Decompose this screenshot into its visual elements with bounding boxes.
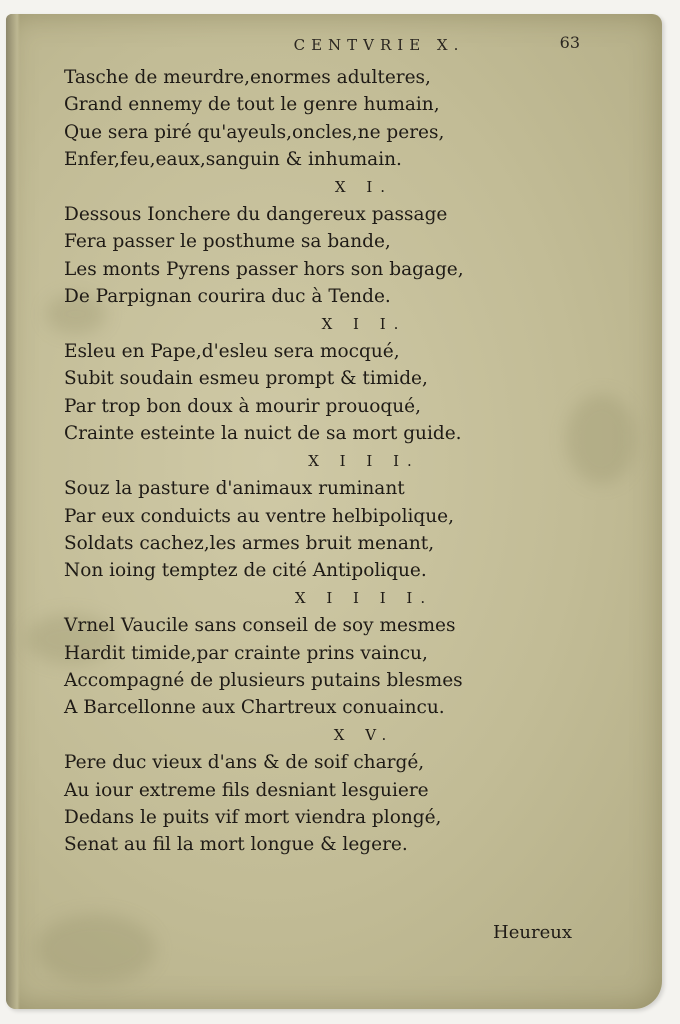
verse-line: Grand ennemy de tout le genre humain, — [64, 94, 440, 116]
verse-line: Soldats cachez,les armes bruit menant, — [64, 532, 435, 554]
page-number: 63 — [559, 33, 580, 52]
verse-line: Crainte esteinte la nuict de sa mort guide. — [64, 423, 462, 445]
verse-line: Fera passer le posthume sa bande, — [64, 231, 391, 253]
quatrain — [64, 64, 624, 174]
quatrain-number: X I. — [334, 177, 394, 196]
verse-line: Senat au fil la mort longue & legere. — [64, 834, 408, 856]
verse-line: Esleu en Pape,d'esleu sera mocqué, — [64, 341, 400, 363]
quatrain — [64, 448, 624, 585]
quatrain — [64, 174, 624, 311]
verse-line: Que sera piré qu'ayeuls,oncles,ne peres, — [64, 121, 445, 143]
verse-line: Les monts Pyrens passer hors son bagage, — [64, 258, 464, 280]
book-page — [6, 14, 662, 1009]
quatrain — [64, 722, 624, 859]
running-header — [6, 33, 662, 54]
verse-line: Dessous Ionchere du dangereux passage — [64, 204, 448, 226]
verse-line: Hardit timide,par crainte prins vaincu, — [64, 642, 428, 664]
quatrain-number: X I I. — [321, 314, 407, 333]
verse-line: De Parpignan courira duc à Tende. — [64, 286, 391, 308]
quatrain-number: X I I I. — [308, 451, 420, 470]
paper-stain — [36, 914, 156, 984]
verse-line: Au iour extreme fils desniant lesguiere — [64, 779, 429, 801]
verse-line: Souz la pasture d'animaux ruminant — [64, 478, 405, 500]
verse-line: Subit soudain esmeu prompt & timide, — [64, 368, 428, 390]
verse-line: Non ioing temptez de cité Antipolique. — [64, 560, 427, 582]
verse-line: Enfer,feu,eaux,sanguin & inhumain. — [64, 149, 402, 171]
verse-line: Tasche de meurdre,enormes adulteres, — [64, 67, 431, 88]
verse-line: Pere duc vieux d'ans & de soif chargé, — [64, 752, 425, 774]
quatrain — [64, 585, 624, 722]
quatrain-number: X V. — [333, 725, 395, 744]
verse-line: Accompagné de plusieurs putains blesmes — [64, 669, 463, 691]
verse-line: Dedans le puits vif mort viendra plongé, — [64, 806, 442, 828]
verse-line: Vrnel Vaucile sans conseil de soy mesmes — [64, 615, 456, 637]
quatrain — [64, 311, 624, 448]
catchword: Heureux — [493, 922, 572, 943]
quatrain-number: X I I I I. — [294, 588, 434, 607]
verse-text — [64, 64, 624, 859]
page-gutter — [6, 14, 20, 1009]
header-title: CENTVRIE X. — [293, 36, 465, 54]
verse-line: Par eux conduicts au ventre helbipolique, — [64, 505, 454, 527]
verse-line: A Barcellonne aux Chartreux conuaincu. — [64, 697, 445, 719]
verse-line: Par trop bon doux à mourir prouoqué, — [64, 395, 421, 417]
